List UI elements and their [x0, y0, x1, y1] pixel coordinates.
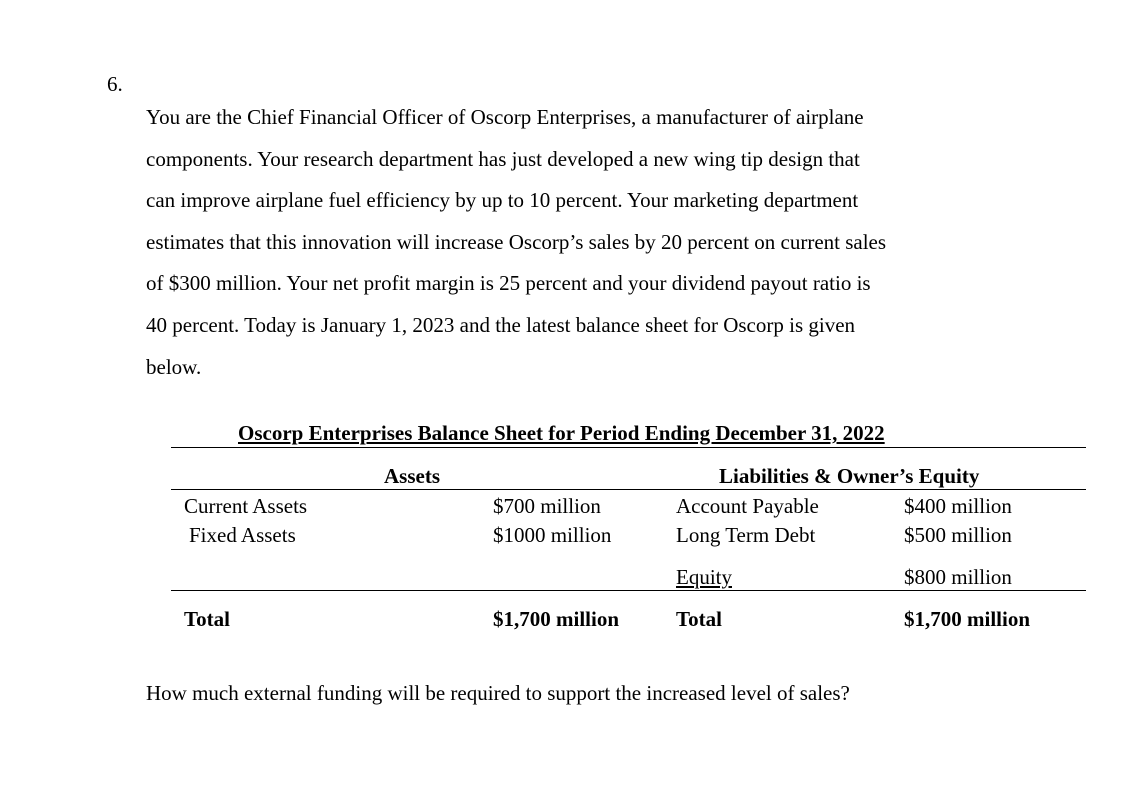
equity-label: Equity — [676, 565, 732, 589]
fixed-assets-label: Fixed Assets — [189, 523, 296, 547]
paragraph-line: estimates that this innovation will increase Oscorp’s sales by 20 percent on current sales — [146, 229, 887, 254]
current-assets-label: Current Assets — [184, 494, 308, 518]
problem-paragraph — [146, 101, 1106, 392]
total-liabilities-label: Total — [676, 607, 722, 631]
paragraph-line: of $300 million. Your net profit margin is 25 percent and your dividend payout ratio is — [146, 271, 871, 296]
total-assets-label: Total — [184, 607, 230, 631]
current-assets-value: $700 million — [493, 494, 601, 518]
equity-value: $800 million — [904, 565, 1012, 589]
table-rule-top — [171, 447, 1086, 448]
paragraph-line: 40 percent. Today is January 1, 2023 and the latest balance sheet for Oscorp is given — [146, 312, 856, 337]
paragraph-line: components. Your research department has just developed a new wing tip design that — [146, 146, 860, 171]
account-payable-value: $400 million — [904, 494, 1012, 518]
question-text: How much external funding will be required to support the increased level of sales? — [146, 681, 850, 705]
assets-header: Assets — [384, 464, 440, 488]
paragraph-line: can improve airplane fuel efficiency by up to 10 percent. Your marketing department — [146, 188, 859, 213]
question-number: 6. — [107, 72, 123, 96]
table-rule-header — [171, 489, 1086, 490]
fixed-assets-value: $1000 million — [493, 523, 612, 547]
account-payable-label: Account Payable — [676, 494, 819, 518]
table-rule-total — [171, 590, 1086, 591]
long-term-debt-value: $500 million — [904, 523, 1012, 547]
total-assets-value: $1,700 million — [493, 607, 620, 631]
liabilities-header: Liabilities & Owner’s Equity — [719, 464, 980, 488]
balance-sheet-title: Oscorp Enterprises Balance Sheet for Period Ending December 31, 2022 — [238, 421, 885, 445]
long-term-debt-label: Long Term Debt — [676, 523, 816, 547]
paragraph-line: below. — [146, 354, 202, 379]
paragraph-line: You are the Chief Financial Officer of Oscorp Enterprises, a manufacturer of airplane — [146, 105, 864, 129]
total-liabilities-value: $1,700 million — [904, 607, 1031, 631]
